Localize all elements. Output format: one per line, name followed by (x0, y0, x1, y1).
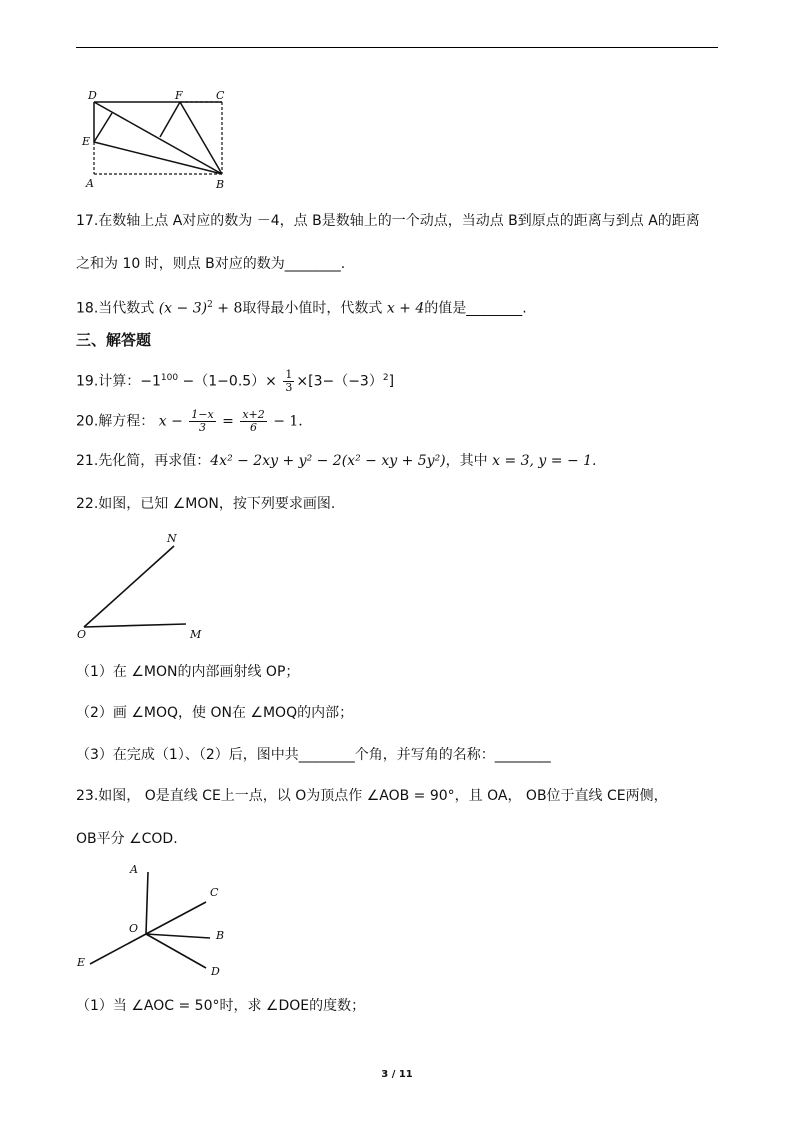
q20-frac1-num: 1−x (191, 408, 214, 421)
label-E: E (77, 956, 86, 969)
figure-lines-O (74, 858, 244, 980)
ray-ON (84, 546, 174, 627)
q18-expr-base: (x − 3) (158, 300, 208, 317)
q21-expr: 4x² − 2xy + y² − 2(x² − xy + 5y²) (210, 453, 446, 469)
q18-middle: 取得最小值时，代数式 (242, 300, 387, 317)
q19-exp: 100 (160, 373, 179, 383)
segment-FB (180, 102, 222, 174)
label-C: C (210, 886, 219, 899)
question-23-part-1: （1）当 ∠AOC = 50°时，求 ∠DOE的度数； (76, 998, 366, 1014)
label-N: N (167, 532, 177, 545)
label-E: E (82, 135, 91, 148)
q19-prefix: 19.计算：−1 (76, 373, 161, 390)
q20-frac1-den: 3 (198, 421, 206, 434)
label-B: B (216, 178, 225, 191)
label-F: F (175, 89, 183, 102)
question-18 (76, 295, 527, 319)
question-22: 22.如图，已知 ∠MON，按下列要求画图. (76, 496, 336, 512)
label-D: D (88, 89, 97, 102)
figure-angle-MON (74, 530, 214, 642)
label-B: B (216, 929, 225, 942)
ray-OA (146, 872, 148, 934)
q20-fraction-2 (240, 409, 266, 434)
figure-rectangle (76, 86, 236, 194)
question-19 (76, 368, 394, 394)
q19-tail: ×[3−（−3） (296, 373, 383, 390)
question-22-part-1: （1）在 ∠MON的内部画射线 OP； (76, 664, 300, 680)
page-number: 3 / 11 (381, 1069, 413, 1080)
question-21 (76, 451, 597, 471)
label-M: M (190, 628, 202, 641)
q18-expr-exp: 2 (207, 300, 213, 310)
label-D: D (211, 965, 220, 978)
q19-frac-num: 1 (285, 368, 293, 382)
question-22-part-2: （2）画 ∠MOQ，使 ON在 ∠MOQ的内部； (76, 705, 354, 721)
q18-prefix: 18.当代数式 (76, 300, 155, 317)
label-O: O (77, 628, 87, 641)
q21-prefix: 21.先化简，再求值： (76, 453, 211, 469)
label-A: A (130, 863, 138, 876)
segment-DB (94, 102, 222, 174)
segment-EB (94, 142, 222, 174)
header-rule (76, 47, 718, 48)
q18-suffix: 的值是________. (424, 300, 527, 317)
q21-cond: x = 3, y = − 1. (492, 453, 597, 469)
question-17-line-1: 17.在数轴上点 A对应的数为 －4，点 B是数轴上的一个动点，当动点 B到原点的距离与到点 A的距离 (76, 213, 700, 229)
question-20 (76, 409, 303, 434)
label-A: A (86, 177, 94, 190)
question-17-line-2: 之和为 10 时，则点 B对应的数为________. (76, 256, 346, 272)
q19-mid: −（1−0.5）× (178, 373, 277, 390)
ray-OE (90, 934, 146, 964)
label-C: C (216, 89, 225, 102)
q19-end: ] (388, 373, 395, 390)
ray-OC (146, 902, 206, 934)
section-3-title: 三、解答题 (76, 331, 152, 349)
q19-tail-exp: 2 (382, 373, 389, 383)
ray-OD (146, 934, 206, 968)
q20-x: x − (158, 413, 183, 430)
q20-tail: − 1. (273, 413, 303, 430)
q20-fraction-1 (189, 409, 215, 434)
label-O: O (129, 922, 139, 935)
question-22-part-3: （3）在完成（1）、（2）后，图中共________个角，并写角的名称：________ (76, 747, 551, 763)
q20-frac2-num: x+2 (242, 408, 265, 421)
q19-fraction (283, 369, 294, 394)
q18-expr-tail: + 8 (212, 300, 243, 317)
q20-frac2-den: 6 (250, 421, 258, 434)
question-23-line-1: 23.如图， O是直线 CE上一点，以 O为顶点作 ∠AOB = 90°，且 OA， OB位于直线 CE两侧， (76, 788, 668, 804)
q18-expr2: x + 4 (386, 300, 425, 317)
segment-fold-E (94, 113, 112, 142)
ray-OB (146, 934, 210, 938)
q19-frac-den: 3 (285, 381, 293, 395)
q21-mid: ，其中 (445, 453, 493, 469)
q20-equals: = (222, 413, 234, 430)
ray-OM (84, 624, 186, 627)
segment-fold-F (160, 102, 180, 137)
question-23-line-2: OB平分 ∠COD. (76, 831, 178, 847)
q20-prefix: 20.解方程： (76, 413, 155, 430)
